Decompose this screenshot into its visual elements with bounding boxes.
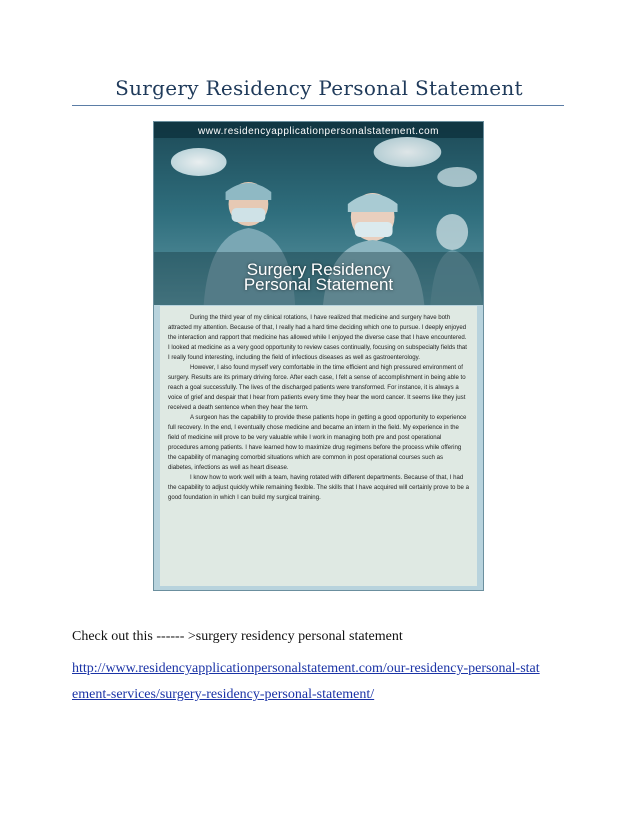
- statement-paragraph: I know how to work well with a team, having rotated with different departments. Because of that, I had the capability to adjust quickly while remaining flexible. The skills that I have acquired will certainly prove to be a good foundation in which I can build my surgical training.: [168, 474, 470, 501]
- statement-image: [153, 121, 484, 591]
- website-banner: www.residencyapplicationpersonalstatement.com: [198, 126, 439, 137]
- statement-link[interactable]: http://www.residencyapplicationpersonalstatement.com/our-residency-personal-statement-services/surgery-residency-personal-statement/: [72, 661, 540, 702]
- statement-paragraph: However, I also found myself very comfortable in the time efficient and high pressured environment of surgery. Results are its primary driving force. After each case, I felt a sense of accomplishment in being able to reach a goal successfully. The lives of the discharged patients were transformed. For instance, it is always a voice of grief and despair that I hear from patients every time they hear the word cancer. It seems like they just received a death sentence when they hear the term.: [168, 364, 466, 411]
- statement-paragraph: A surgeon has the capability to provide these patients hope in getting a good opportunity to experience full recovery. In the end, I eventually chose medicine and became an intern in the field. My experience in the field of medicine will prove to be very valuable while I work in managing both pre and post operational procedures among patients. I have learned how to maximize drug regimens before the process while offering the capability of managing comorbid situations which are common in post operational courses such as diabetes, infections as well as heart disease.: [168, 414, 467, 471]
- surgical-lamp: [171, 148, 227, 176]
- title-divider: [72, 105, 564, 106]
- call-to-action-text: Check out this ------ >surgery residency personal statement: [72, 629, 403, 644]
- page-title: Surgery Residency Personal Statement: [115, 76, 523, 100]
- statement-paragraph: During the third year of my clinical rotations, I have realized that medicine and surgery have both attracted my attention. Because of that, I really had a hard time deciding which one to pursue. I deeply enjoyed the interaction and rapport that medicine has allowed while I enjoyed the diverse case that I have encountered. I looked at medicine as a very good opportunity to review cases continually, focusing on subspecialty fields that I really found interesting, including the field of infectious diseases as well as gastroenterology.: [168, 314, 467, 361]
- statement-text-panel: [160, 306, 477, 586]
- image-heading-line1: Surgery Residency: [246, 260, 391, 279]
- image-heading-line2: Personal Statement: [243, 275, 394, 294]
- surgical-lamp: [374, 137, 442, 167]
- image-heading: [154, 262, 483, 292]
